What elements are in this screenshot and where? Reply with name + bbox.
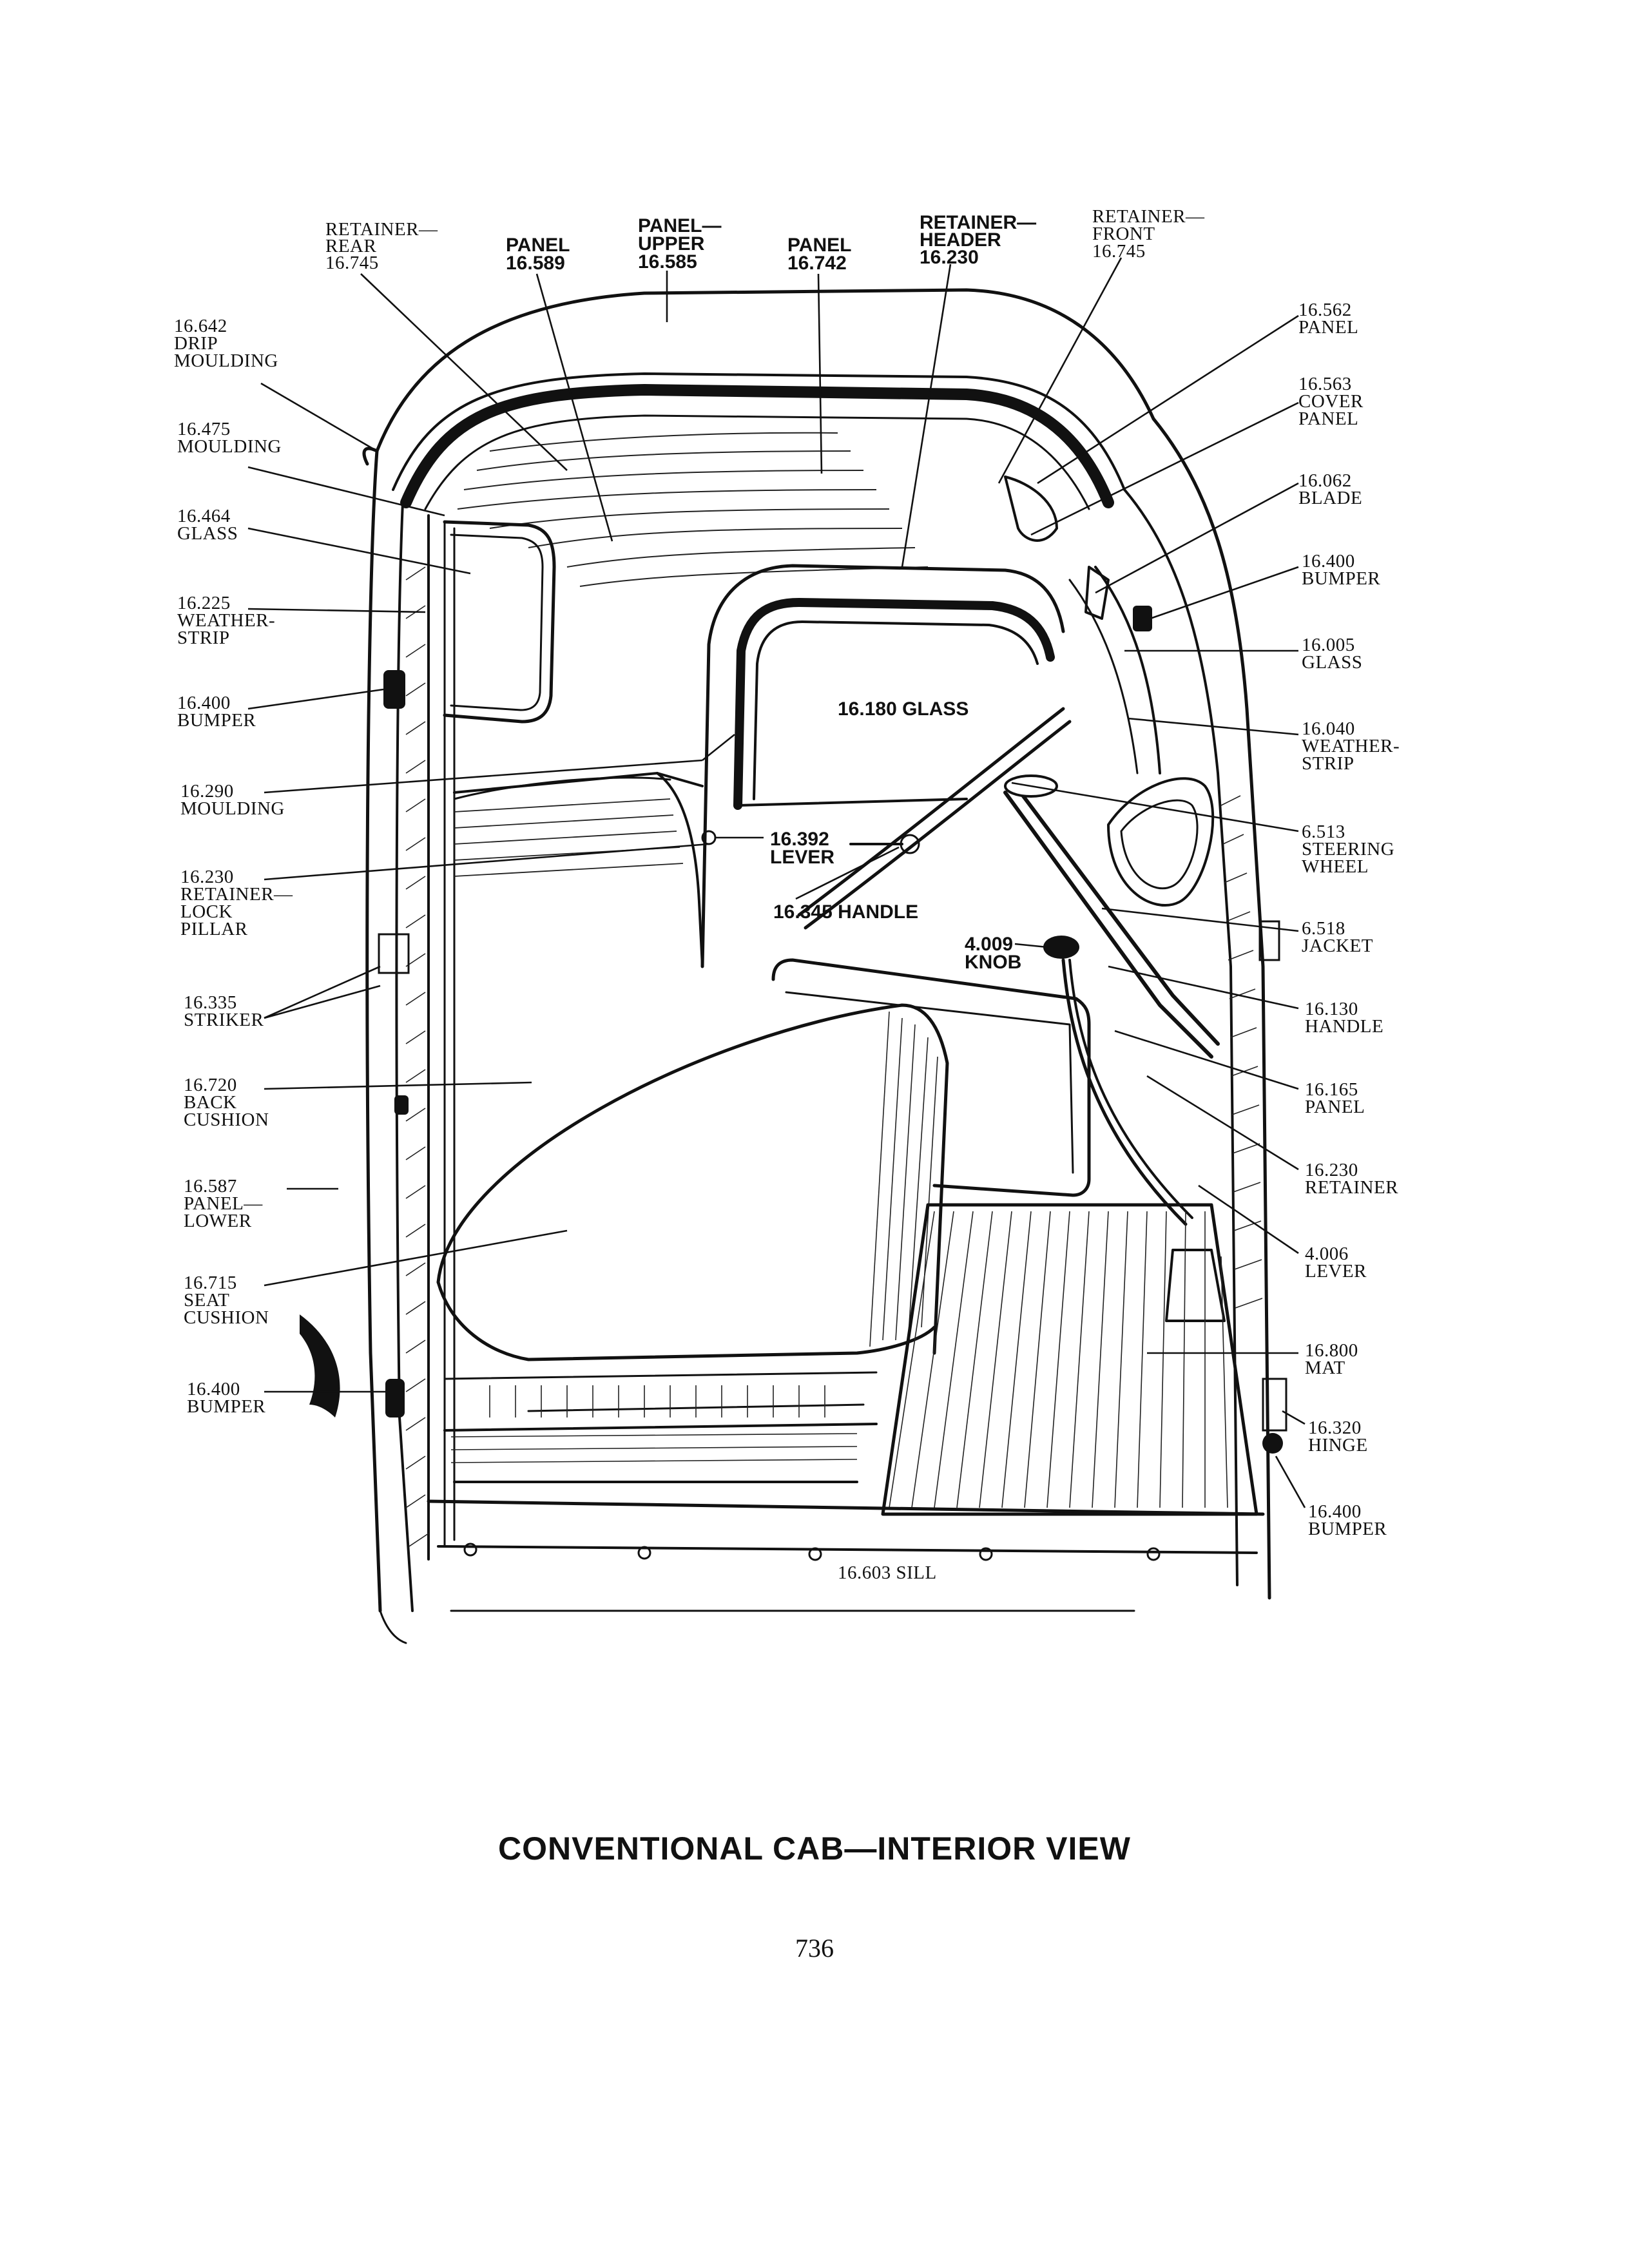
- leader-bumper-lower-right: [1276, 1456, 1305, 1508]
- callout-line: 6.513: [1302, 822, 1345, 842]
- callout-line: 16.563: [1298, 374, 1352, 394]
- callout-line: 16.230: [180, 867, 234, 887]
- callout-line: BUMPER: [1302, 568, 1381, 589]
- leader-striker-a: [264, 966, 380, 1018]
- left-pillar-stud: [394, 1095, 409, 1115]
- callout-handle-16345: [773, 901, 918, 923]
- callout-line: 6.518: [1302, 918, 1345, 939]
- steering-assembly: [799, 709, 1218, 1057]
- callout-retainer-front: [1092, 206, 1205, 262]
- callout-panel-lower: [184, 1176, 263, 1231]
- callout-line: 4.006: [1305, 1244, 1349, 1264]
- callout-line: BLADE: [1298, 488, 1363, 508]
- bumper-upper-right-part: [1133, 606, 1152, 631]
- callout-line: PANEL: [787, 235, 852, 256]
- callout-panel-upper: [638, 215, 721, 273]
- callout-line: HANDLE: [1305, 1016, 1384, 1037]
- callout-line: 16.400: [187, 1379, 240, 1399]
- roof-headliner-hatching: [458, 433, 928, 586]
- callout-line: 16.225: [177, 593, 231, 613]
- callout-striker: [184, 992, 264, 1030]
- callout-line: 16.603 SILL: [838, 1562, 937, 1583]
- leader-knob: [1015, 944, 1047, 947]
- leader-retainer-rear: [361, 274, 567, 470]
- seat-back-edge: [657, 773, 702, 966]
- callout-line: PANEL: [1298, 317, 1359, 338]
- callout-line: BUMPER: [1308, 1519, 1387, 1539]
- callout-line: RETAINER: [1305, 1177, 1399, 1198]
- callout-line: STRIP: [1302, 753, 1354, 774]
- callout-line: COVER: [1298, 391, 1364, 412]
- callout-line: 16.345 HANDLE: [773, 901, 919, 923]
- callout-line: BUMPER: [187, 1396, 266, 1417]
- callout-glass-16180: [838, 698, 969, 720]
- leader-panel-16165: [1115, 1031, 1298, 1089]
- callout-line: PANEL: [1298, 408, 1359, 429]
- callout-line: PANEL—: [638, 215, 722, 236]
- leader-retainer-16230: [1147, 1076, 1298, 1169]
- callout-line: JACKET: [1302, 936, 1373, 956]
- callout-line: STEERING: [1302, 839, 1395, 860]
- callout-line: 16.400: [1302, 551, 1355, 572]
- callout-knob: [965, 934, 1021, 973]
- bumper-lower-right-part: [1262, 1433, 1283, 1454]
- callout-line: 16.475: [177, 419, 231, 439]
- callout-line: WEATHER-: [177, 610, 276, 631]
- callout-panel-16165: [1305, 1079, 1365, 1117]
- callout-line: 16.230: [920, 247, 979, 268]
- callout-line: 16.745: [325, 253, 379, 273]
- callout-line: 16.587: [184, 1176, 237, 1196]
- callout-bumper-upper-left: [177, 693, 256, 731]
- callout-line: 16.800: [1305, 1340, 1358, 1361]
- callout-blade: [1298, 470, 1362, 508]
- callout-bumper-upper-right: [1302, 551, 1380, 589]
- page-title: CONVENTIONAL CAB—INTERIOR VIEW: [498, 1831, 1131, 1867]
- callout-line: RETAINER—: [180, 884, 293, 905]
- seat-cushion-part: [438, 1005, 947, 1482]
- callout-seat-cushion: [184, 1273, 269, 1328]
- leader-cover-panel: [1031, 403, 1298, 535]
- leader-jacket: [1102, 908, 1298, 931]
- callout-back-cushion: [184, 1075, 269, 1130]
- callout-weatherstrip-16225: [177, 593, 275, 648]
- callout-line: MAT: [1305, 1358, 1345, 1378]
- callout-weatherstrip-16040: [1302, 718, 1400, 774]
- callout-line: 16.165: [1305, 1079, 1358, 1100]
- callout-panel-16562: [1298, 300, 1358, 338]
- callout-moulding-16290: [180, 781, 285, 819]
- callout-line: 16.464: [177, 506, 231, 526]
- callout-mat: [1305, 1340, 1358, 1378]
- callout-line: 16.589: [506, 253, 565, 274]
- callout-line: UPPER: [638, 233, 705, 255]
- callout-line: 16.400: [177, 693, 231, 713]
- callout-line: 16.180 GLASS: [838, 698, 969, 720]
- callout-line: 16.742: [787, 253, 847, 274]
- cover-panel-part: [1005, 477, 1057, 541]
- striker-part: [379, 934, 409, 973]
- callout-line: PANEL: [506, 235, 570, 256]
- callout-retainer-rear: [325, 219, 438, 273]
- callout-line: SEAT: [184, 1290, 230, 1311]
- callout-labels: [174, 206, 1400, 1583]
- left-door-pillar: [367, 451, 454, 1643]
- leader-panel-16589: [537, 274, 612, 541]
- callout-line: HINGE: [1308, 1435, 1368, 1456]
- leader-seat-cushion: [264, 1231, 567, 1285]
- leader-steering-wheel: [1012, 783, 1298, 831]
- leader-handle-16130: [1108, 966, 1298, 1008]
- rear-quarter-window: [445, 522, 554, 722]
- callout-line: 16.562: [1298, 300, 1352, 320]
- callout-drip-moulding: [174, 316, 278, 371]
- callout-line: 16.320: [1308, 1418, 1362, 1438]
- callout-line: 16.392: [770, 829, 829, 850]
- callout-line: 16.290: [180, 781, 234, 802]
- leader-striker-b: [264, 986, 380, 1018]
- leader-bumper-upper-left: [248, 689, 383, 709]
- bumper-lower-left-part: [385, 1379, 405, 1418]
- callout-glass-16005: [1302, 635, 1362, 673]
- callout-line: PILLAR: [180, 919, 248, 939]
- callout-line: STRIP: [177, 628, 230, 648]
- page-number: 736: [795, 1934, 834, 1963]
- callout-line: MOULDING: [174, 351, 278, 371]
- callout-line: 16.715: [184, 1273, 237, 1293]
- callout-line: KNOB: [965, 952, 1022, 973]
- callout-line: 16.585: [638, 251, 697, 273]
- callout-retainer-16230: [1305, 1160, 1398, 1198]
- callout-lever-16392: [770, 829, 834, 868]
- leader-glass-16464: [248, 528, 470, 573]
- callout-panel-16742: [787, 235, 851, 274]
- gearshift: [1043, 936, 1224, 1321]
- callout-jacket: [1302, 918, 1373, 956]
- callout-line: PANEL: [1305, 1097, 1365, 1117]
- back-wall: [454, 773, 702, 799]
- callout-line: 4.009: [965, 934, 1014, 955]
- callout-line: LEVER: [770, 847, 835, 868]
- callout-line: GLASS: [177, 523, 238, 544]
- callout-line: 16.062: [1298, 470, 1352, 491]
- callout-line: 16.040: [1302, 718, 1355, 739]
- callout-handle-16130: [1305, 999, 1383, 1037]
- callout-line: CUSHION: [184, 1307, 269, 1328]
- callout-panel-16589: [506, 235, 570, 274]
- callout-steering-wheel: [1302, 822, 1394, 877]
- callout-line: RETAINER—: [1092, 206, 1205, 227]
- cab-roof: [364, 290, 1153, 509]
- callout-line: 16.005: [1302, 635, 1355, 655]
- callout-line: DRIP: [174, 333, 218, 354]
- callout-moulding-16475: [177, 419, 282, 457]
- callout-line: BACK: [184, 1092, 237, 1113]
- bumper-upper-left-part: [383, 670, 405, 709]
- callout-cover-panel: [1298, 374, 1364, 429]
- callout-line: 16.130: [1305, 999, 1358, 1019]
- callout-sill: [838, 1562, 937, 1583]
- seat-back-hatching: [454, 799, 683, 876]
- callout-bumper-lower-right: [1308, 1501, 1387, 1539]
- callout-line: LOWER: [184, 1211, 252, 1231]
- seat-side-hatching: [870, 1012, 938, 1347]
- callout-line: STRIKER: [184, 1010, 264, 1030]
- sill-part: [429, 1501, 1263, 1611]
- callout-line: 16.335: [184, 992, 237, 1013]
- callout-line: BUMPER: [177, 710, 256, 731]
- callout-line: MOULDING: [177, 436, 282, 457]
- leader-blade: [1095, 483, 1298, 593]
- callout-bumper-lower-left: [187, 1379, 265, 1417]
- callout-line: WHEEL: [1302, 856, 1369, 877]
- callout-retainer-header: [920, 212, 1036, 268]
- callout-line: LOCK: [180, 901, 233, 922]
- left-pillar-hatching: [406, 567, 429, 1546]
- callout-line: CUSHION: [184, 1110, 269, 1130]
- callout-glass-16464: [177, 506, 238, 544]
- callout-line: 16.642: [174, 316, 227, 336]
- detached-bumper-part: [300, 1314, 340, 1418]
- callout-line: GLASS: [1302, 652, 1363, 673]
- callout-line: 16.400: [1308, 1501, 1362, 1522]
- callout-hinge: [1308, 1418, 1368, 1456]
- callout-line: PANEL—: [184, 1193, 263, 1214]
- leader-retainer-header: [902, 264, 950, 567]
- callout-line: 16.745: [1092, 241, 1146, 262]
- callout-line: MOULDING: [180, 798, 285, 819]
- callout-lever-4006: [1305, 1244, 1367, 1282]
- right-pillar: [1070, 419, 1269, 1598]
- callout-line: 16.720: [184, 1075, 237, 1095]
- callout-line: REAR: [325, 236, 377, 256]
- leader-bumper-upper-right: [1150, 567, 1298, 619]
- callout-line: 16.230: [1305, 1160, 1358, 1180]
- callout-retainer-lock-pillar: [180, 867, 293, 939]
- callout-line: WEATHER-: [1302, 736, 1400, 756]
- callout-line: RETAINER—: [325, 219, 438, 240]
- callout-line: FRONT: [1092, 224, 1155, 244]
- callout-line: HEADER: [920, 229, 1001, 251]
- leader-panel-16742: [818, 274, 822, 474]
- callout-line: RETAINER—: [920, 212, 1037, 233]
- callout-line: LEVER: [1305, 1261, 1367, 1282]
